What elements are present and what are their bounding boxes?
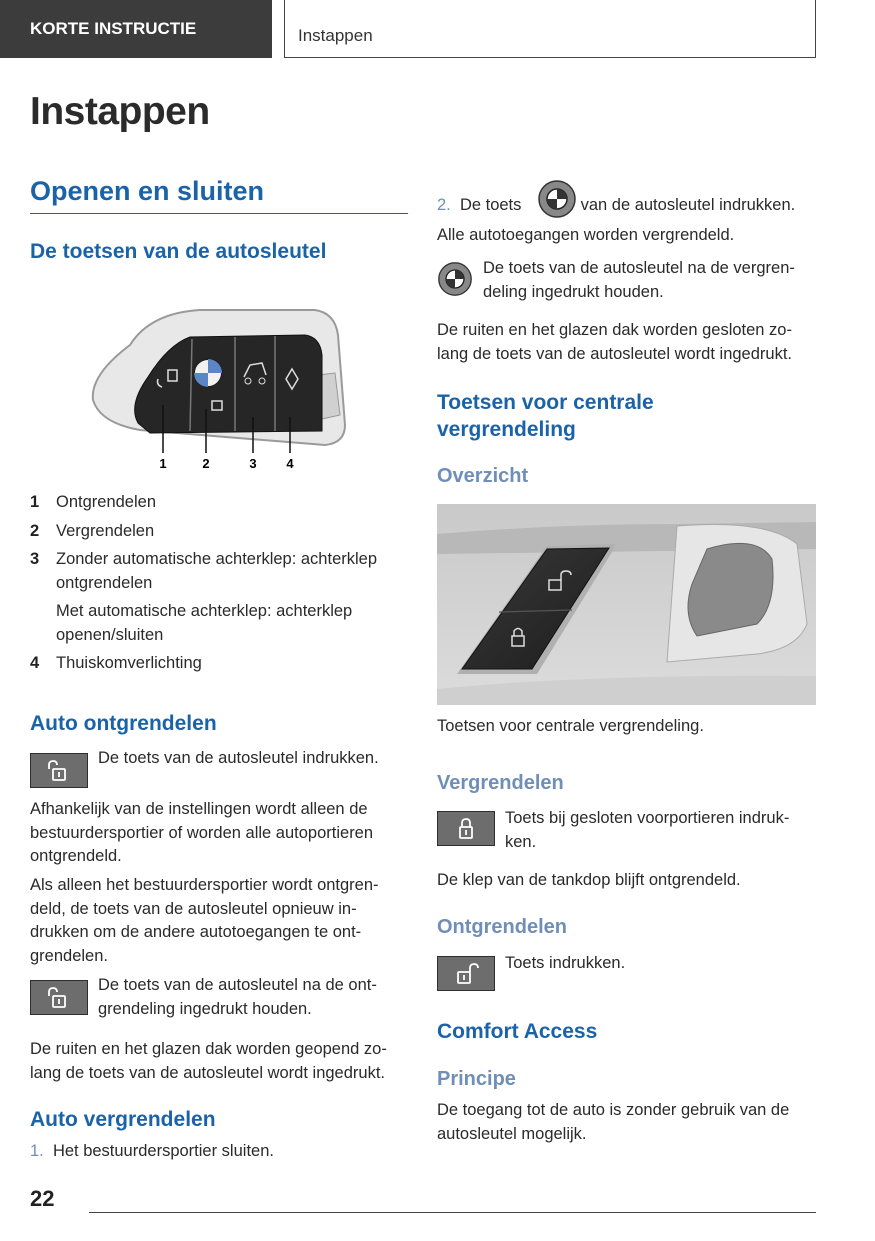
header-tab-label: KORTE INSTRUCTIE bbox=[30, 19, 197, 38]
callout-3: 3 bbox=[249, 456, 257, 471]
lock-icon bbox=[454, 817, 478, 841]
unlock-instruction: De toets van de autosleutel indrukken. bbox=[98, 749, 379, 767]
photo-caption: Toetsen voor centrale vergrendeling. bbox=[437, 717, 704, 735]
header-section-box bbox=[284, 0, 816, 58]
unlock-icon-box bbox=[30, 753, 88, 788]
unlock-icon bbox=[45, 759, 73, 783]
comfort-access-heading: Comfort Access bbox=[437, 1020, 598, 1043]
principle-text: De toegang tot de auto is zonder gebruik van de autosleutel mogelijk. bbox=[437, 1101, 790, 1143]
list-item: 2 Vergrendelen bbox=[30, 521, 155, 540]
callout-1: 1 bbox=[159, 456, 167, 471]
lock-step-1: 1. Het bestuurdersportier sluiten. bbox=[30, 1142, 274, 1160]
overview-heading: Overzicht bbox=[437, 465, 529, 487]
header-tab bbox=[0, 0, 272, 58]
lock-step-2-result: Alle autotoegangen worden vergrendeld. bbox=[437, 226, 735, 244]
unlock-button-text: Toets indrukken. bbox=[505, 954, 626, 972]
list-item: 4 Thuiskomverlichting bbox=[30, 654, 202, 672]
principle-heading: Principe bbox=[437, 1068, 516, 1090]
lock-step-2: 2. De toets van de autosleutel indrukken. bbox=[437, 196, 796, 214]
unlock-paragraph-3: De ruiten en het glazen dak worden geopend zo- lang de toets van de autosleutel wordt ingedrukt. bbox=[30, 1040, 387, 1082]
lock-hold-text: De toets van de autosleutel na de vergren- deling ingedrukt houden. bbox=[483, 259, 795, 301]
unlock-paragraph-2: Als alleen het bestuurdersportier wordt ontgren- deld, de toets van de autosleutel opnieuw in- drukken om de andere autotoegangen te ont- grendelen. bbox=[30, 876, 379, 965]
section-title: Openen en sluiten bbox=[30, 176, 265, 206]
unlock-paragraph-1: Afhankelijk van de instellingen wordt alleen de bestuurdersportier of worden alle autoportieren ontgrendeld. bbox=[30, 800, 374, 865]
fuel-flap-text: De klep van de tankdop blijft ontgrendeld. bbox=[437, 871, 741, 889]
page-title: Instappen bbox=[30, 90, 210, 133]
header-section-label: Instappen bbox=[298, 25, 373, 45]
lock-subheading: Vergrendelen bbox=[437, 772, 564, 794]
unlock-icon bbox=[45, 986, 73, 1010]
windows-close-paragraph: De ruiten en het glazen dak worden gesloten zo- lang de toets van de autosleutel wordt ingedrukt. bbox=[437, 321, 792, 363]
key-heading: De toetsen van de autosleutel bbox=[30, 240, 327, 263]
key-function-list bbox=[30, 491, 408, 676]
unlock-hold-text: De toets van de autosleutel na de ont- grendeling ingedrukt houden. bbox=[98, 976, 377, 1018]
unlock-car-heading: Auto ontgrendelen bbox=[30, 712, 217, 735]
callout-2: 2 bbox=[202, 456, 210, 471]
central-locking-heading: Toetsen voor centrale vergrendeling bbox=[437, 391, 654, 441]
list-item: 3 Zonder automatische achterklep: achterklep ontgrendelen bbox=[30, 550, 378, 592]
unlock-subheading: Ontgrendelen bbox=[437, 916, 568, 938]
bmw-key-icon bbox=[537, 179, 577, 219]
callout-4: 4 bbox=[286, 456, 294, 471]
bmw-key-icon bbox=[437, 261, 473, 297]
central-locking-photo bbox=[437, 504, 816, 705]
list-item: Met automatische achterklep: achterklep openen/sluiten bbox=[56, 602, 353, 644]
lock-button-text: Toets bij gesloten voorportieren indruk- ken. bbox=[505, 809, 790, 851]
unlock-hold-icon-box bbox=[30, 980, 88, 1015]
list-item: 1 Ontgrendelen bbox=[30, 493, 156, 511]
unlock-icon bbox=[452, 962, 480, 986]
footer-rule bbox=[89, 1212, 816, 1213]
unlock-button-icon-box bbox=[437, 956, 495, 991]
key-fob-illustration bbox=[90, 305, 350, 475]
lock-icon-box bbox=[437, 811, 495, 846]
page-number: 22 bbox=[30, 1186, 55, 1211]
lock-car-heading: Auto vergrendelen bbox=[30, 1108, 216, 1131]
section-rule bbox=[30, 213, 408, 214]
